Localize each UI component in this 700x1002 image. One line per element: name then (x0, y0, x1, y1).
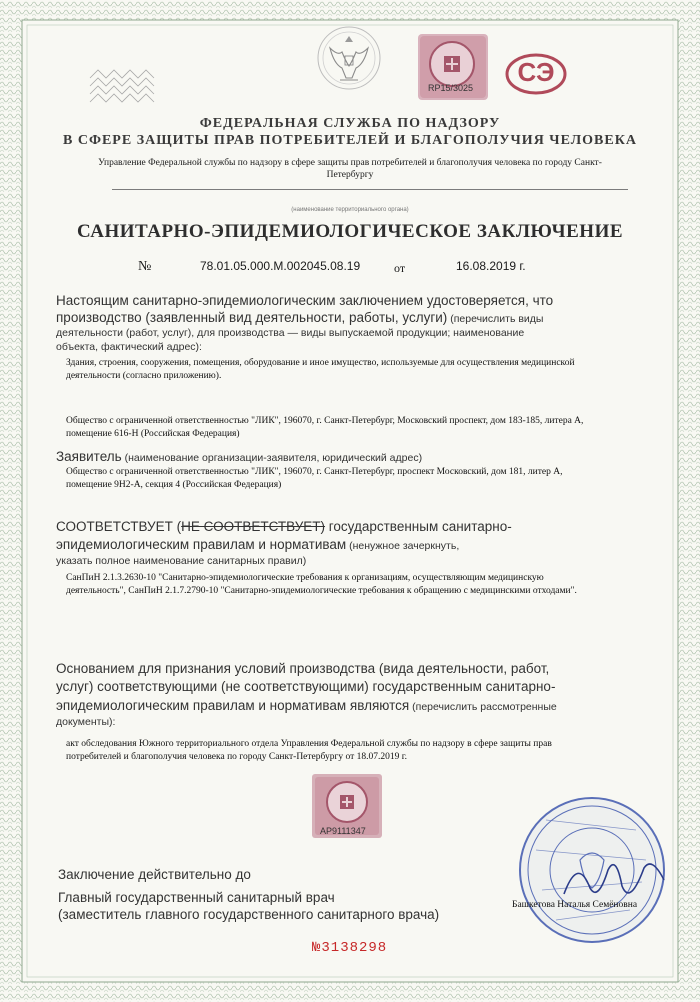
basis-line-3-note: (перечислить рассмотренные (409, 701, 557, 713)
document-date: 16.08.2019 г. (456, 259, 526, 273)
certify-lead-3: деятельности (работ, услуг), для производства — виды выпускаемой продукции; наименование (56, 327, 525, 339)
compliance-line-2-note: (ненужное зачеркнуть, (346, 540, 460, 552)
basis-line-3 (56, 697, 557, 715)
sanitary-rules-2: деятельность", СанПиН 2.1.7.2790-10 "Санитарно-эпидемиологические требования к обращению с медицинскими отходами". (66, 586, 577, 596)
serial-number: №3138298 (312, 940, 388, 956)
basis-document-2: потребителей и благополучия человека по городу Санкт-Петербургу от 18.07.2019 г. (66, 752, 407, 762)
applicant-address-2: помещение 9Н2-А, секция 4 (Российская Федерация) (66, 480, 282, 490)
validity-label: Заключение действительно до (58, 867, 251, 882)
certify-lead-2 (56, 309, 543, 327)
activity-line-2: деятельности (согласно приложению). (66, 371, 222, 381)
department-name: Управление Федеральной службы по надзору в сфере защиты прав потребителей и благополучия человека по городу Санкт-Петербургу (98, 158, 602, 180)
object-address-2: помещение 616-Н (Российская Федерация) (66, 429, 240, 439)
applicant-address-1: Общество с ограниченной ответственностью "ЛИК", 196070, г. Санкт-Петербург, проспект Московский, дом 181, литер А, (66, 467, 563, 477)
basis-line-3-text: эпидемиологическим правилам и нормативам являются (56, 698, 410, 713)
applicant-note: (наименование организации-заявителя, юридический адрес) (121, 452, 423, 464)
header-rule (112, 189, 628, 190)
applicant-heading (56, 448, 422, 466)
signer-role-1: Главный государственный санитарный врач (58, 890, 335, 905)
compliance-line-3: указать полное наименование санитарных правил) (56, 555, 307, 567)
signer-name: Башкетова Наталья Семёновна (512, 900, 638, 910)
header-rule-caption: (наименование территориального органа) (291, 207, 409, 213)
compliance-line-2 (56, 536, 459, 554)
certify-lead-2-note: (перечислить виды (447, 313, 544, 325)
not-conforms-text: НЕ СООТВЕТСТВУЕТ) (181, 519, 326, 534)
lace-ornament (88, 68, 160, 106)
object-address-1: Общество с ограниченной ответственностью "ЛИК", 196070, г. Санкт-Петербург, Московский проспект, дом 183-185, литера А, (66, 416, 584, 426)
number-sign: № (138, 259, 152, 274)
basis-line-4: документы): (56, 716, 116, 728)
conforms-text: СООТВЕТСТВУЕТ ( (56, 519, 182, 534)
compliance-rest: государственным санитарно- (325, 519, 512, 534)
certify-lead-4: объекта, фактический адрес): (56, 341, 202, 353)
document-number: 78.01.05.000.М.002045.08.19 (200, 259, 361, 273)
applicant-label: Заявитель (56, 449, 122, 464)
hologram-sticker-code: AP9111347 (320, 826, 366, 836)
signer-role-2: (заместитель главного государственного санитарного врача) (58, 907, 440, 922)
basis-line-1: Основанием для признания условий производства (вида деятельности, работ, (56, 661, 550, 676)
agency-name-line2: В СФЕРЕ ЗАЩИТЫ ПРАВ ПОТРЕБИТЕЛЕЙ И БЛАГОПОЛУЧИЯ ЧЕЛОВЕКА (63, 133, 637, 148)
document-title: САНИТАРНО-ЭПИДЕМИОЛОГИЧЕСКОЕ ЗАКЛЮЧЕНИЕ (76, 221, 624, 242)
basis-line-2: услуг) соответствующими (не соответствующими) государственным санитарно- (56, 679, 556, 694)
agency-name-line1: ФЕДЕРАЛЬНАЯ СЛУЖБА ПО НАДЗОРУ (199, 116, 501, 131)
hologram-code: RP15/3025 (428, 83, 474, 93)
compliance-line-1 (56, 519, 512, 535)
compliance-line-2-text: эпидемиологическим правилам и нормативам (56, 537, 347, 552)
se-logo-text: СЭ (517, 57, 555, 87)
basis-document-1: акт обследования Южного территориального отдела Управления Федеральной службы по надзору в сфере защиты прав (66, 739, 552, 749)
sanitary-rules-1: СанПиН 2.1.3.2630-10 "Санитарно-эпидемиологические требования к организациям, осуществляющим медицинскую (66, 573, 544, 583)
coat-of-arms-icon (316, 22, 382, 94)
certify-lead-2-text: производство (заявленный вид деятельности, работы, услуги) (56, 310, 448, 325)
activity-line-1: Здания, строения, сооружения, помещения, оборудование и иное имущество, используемые для осуществления медицинской (66, 358, 575, 368)
certify-lead-1: Настоящим санитарно-эпидемиологическим заключением удостоверяется, что (56, 293, 554, 308)
from-label: от (394, 261, 406, 275)
